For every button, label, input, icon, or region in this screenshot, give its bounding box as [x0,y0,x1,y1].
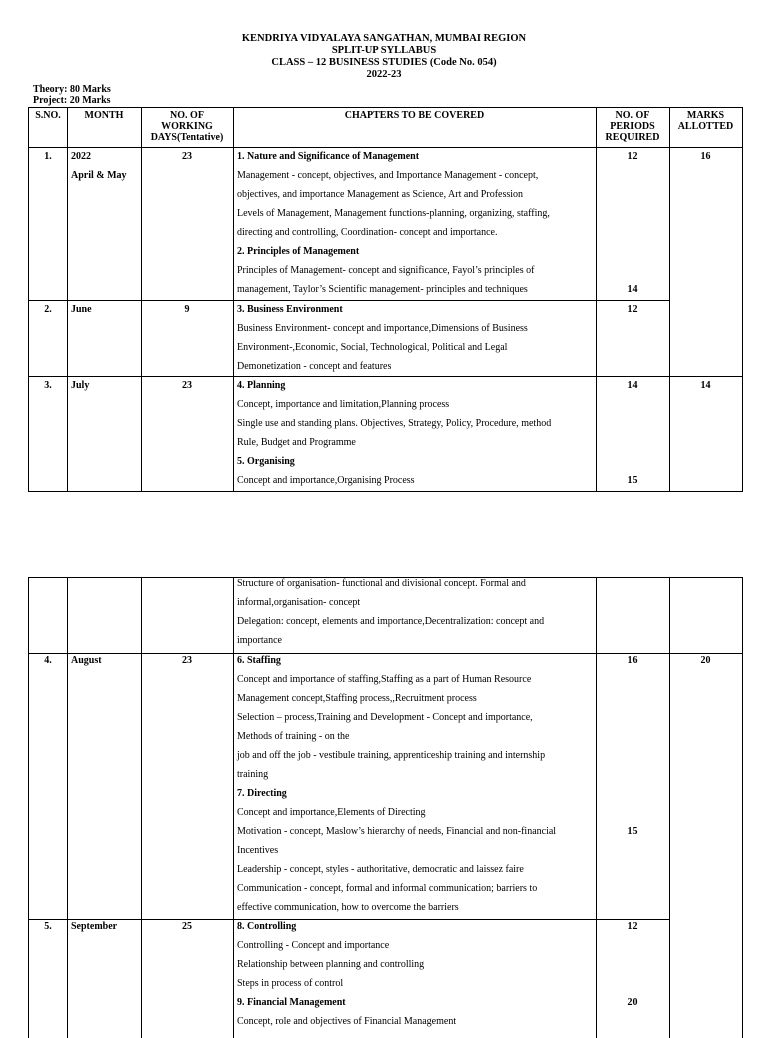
row5-month: September [71,921,118,932]
row1-days: 23 [182,151,192,162]
theory-marks: Theory: 80 Marks [33,84,111,95]
header-marks-1: MARKS [686,110,725,121]
chapter-line: Concept, importance and limitation,Planning process [237,399,450,410]
chapter-line: Relationship between planning and controlling [237,959,425,970]
project-marks: Project: 20 Marks [33,95,111,106]
chapter-heading: 9. Financial Management [237,997,346,1008]
row4-month: August [71,655,102,666]
row4-marks: 20 [700,655,711,666]
chapter-line: Incentives [237,845,279,856]
chapter-line: Levels of Management, Management functions-planning, organizing, staffing, [237,208,550,219]
chapter-line: management, Taylor’s Scientific management- principles and techniques [237,284,528,295]
chapter-heading: 3. Business Environment [237,304,343,315]
row3-month: July [71,380,90,391]
row2-month: June [71,304,92,315]
row1-month: April & May [71,170,127,181]
chapter-line: Concept and importance,Organising Process [237,475,415,486]
chapter-line: Management - concept, objectives, and Importance Management - concept, [237,170,539,181]
row4-periods-2: 15 [627,826,638,837]
header-sno: S.NO. [35,110,61,121]
chapter-line: job and off the job - vestibule training, apprenticeship training and internship [237,750,546,761]
row3-sno: 3. [44,380,52,391]
header-periods-2: PERIODS [610,121,655,132]
header-chapters: CHAPTERS TO BE COVERED [344,110,485,121]
chapter-line: Demonetization - concept and features [237,361,392,372]
chapter-line: effective communication, how to overcome the barriers [237,902,459,913]
chapter-line: Concept and importance of staffing,Staffing as a part of Human Resource [237,674,532,685]
chapter-line: informal,organisation- concept [237,597,361,608]
chapter-heading: 4. Planning [237,380,286,391]
row1-month-year: 2022 [71,151,91,162]
row3-marks: 14 [700,380,711,391]
chapter-line: Selection – process,Training and Development - Concept and importance, [237,712,533,723]
chapter-line: importance [237,635,282,646]
chapter-line: Environment-,Economic, Social, Technological, Political and Legal [237,342,508,353]
header-days-3: DAYS(Tentative) [150,132,224,143]
chapter-line: Motivation - concept, Maslow’s hierarchy of needs, Financial and non-financial [237,826,557,837]
header-days-1: NO. OF [170,110,204,121]
chapter-heading: 5. Organising [237,456,295,467]
syllabus-table-page-1 [28,107,743,492]
chapter-line: Controlling - Concept and importance [237,940,390,951]
row5-sno: 5. [44,921,52,932]
session-year: 2022-23 [366,69,402,80]
chapter-line: Concept and importance,Elements of Directing [237,807,426,818]
class-subject-line: CLASS – 12 BUSINESS STUDIES (Code No. 054) [271,57,497,68]
chapter-line: Principles of Management- concept and significance, Fayol’s principles of [237,265,535,276]
chapter-line: Steps in process of control [237,978,344,989]
chapter-heading: 8. Controlling [237,921,297,932]
row1-marks: 16 [700,151,711,162]
syllabus-table-page-2 [28,577,743,1038]
header-month: MONTH [84,110,124,121]
chapter-line: Concept, role and objectives of Financial Management [237,1016,457,1027]
row3-periods-1: 14 [627,380,638,391]
row4-days: 23 [182,655,192,666]
row1-periods-1: 12 [627,151,638,162]
chapter-line: Rule, Budget and Programme [237,437,356,448]
row1-periods-2: 14 [627,284,638,295]
chapter-line: Communication - concept, formal and informal communication; barriers to [237,883,538,894]
header-marks-2: ALLOTTED [677,121,734,132]
row2-sno: 2. [44,304,52,315]
chapter-line: directing and controlling, Coordination- concept and importance. [237,227,498,238]
chapter-heading: 2. Principles of Management [237,246,360,257]
chapter-heading: 1. Nature and Significance of Management [237,151,420,162]
chapter-line: Management concept,Staffing process,,Recruitment process [237,693,477,704]
row4-sno: 4. [44,655,52,666]
chapter-line: Single use and standing plans. Objectives, Strategy, Policy, Procedure, method [237,418,552,429]
row3-days: 23 [182,380,192,391]
row5-days: 25 [182,921,192,932]
row3-periods-2: 15 [627,475,638,486]
chapter-line: Business Environment- concept and importance,Dimensions of Business [237,323,528,334]
chapter-line: Delegation: concept, elements and importance,Decentralization: concept and [237,616,545,627]
chapter-line: Methods of training - on the [237,731,350,742]
header-periods-1: NO. OF [615,110,650,121]
row4-periods-1: 16 [627,655,638,666]
document-subtitle: SPLIT-UP SYLLABUS [331,45,437,56]
chapter-heading: 7. Directing [237,788,287,799]
document-title: KENDRIYA VIDYALAYA SANGATHAN, MUMBAI REGION [241,33,527,44]
row5-periods-1: 12 [627,921,638,932]
row1-sno: 1. [44,151,52,162]
chapter-line: Leadership - concept, styles - authoritative, democratic and laissez faire [237,864,524,875]
header-periods-3: REQUIRED [605,132,660,143]
chapter-line: Structure of organisation- functional and divisional concept. Formal and [237,578,526,589]
chapter-line: objectives, and importance Management as Science, Art and Profession [237,189,524,200]
chapter-heading: 6. Staffing [237,655,281,666]
row2-periods: 12 [627,304,638,315]
header-days-2: WORKING [161,121,213,132]
chapter-line: training [237,769,269,780]
row5-periods-2: 20 [627,997,638,1008]
row2-days: 9 [184,304,190,315]
